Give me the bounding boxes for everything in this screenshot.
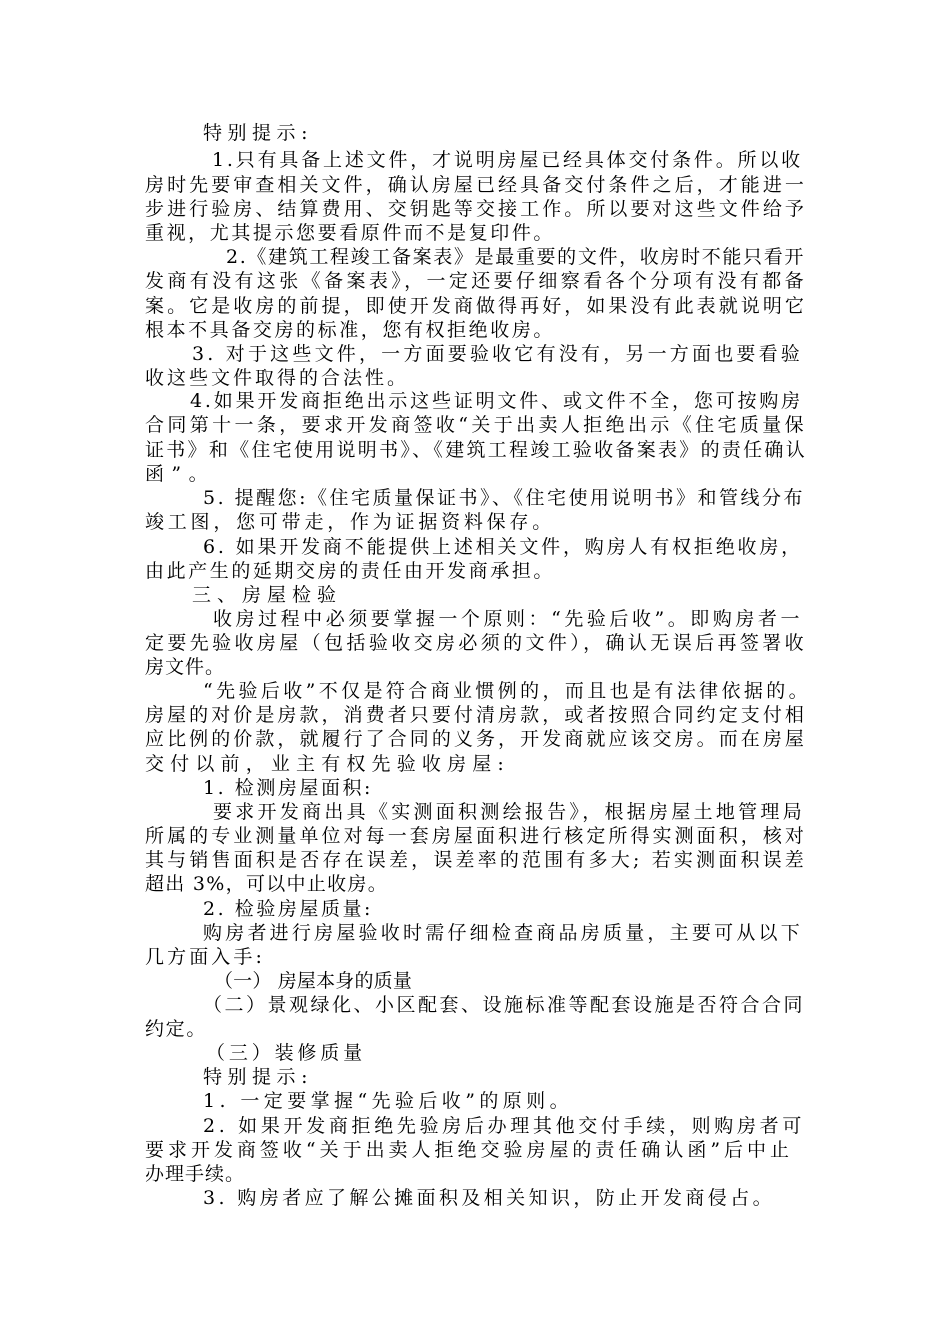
text-line: 合同第十一条，要求开发商签收“关于出卖人拒绝出示《住宅质量保 (145, 414, 807, 436)
text-line: 特别提示: (203, 1066, 313, 1088)
text-line: 竣工图，您可带走，作为证据资料保存。 (145, 511, 555, 533)
text-line: 房时先要审查相关文件，确认房屋已经具备交付条件之后，才能进一 (145, 174, 807, 196)
text-line: 超出 3%，可以中止收房。 (145, 873, 388, 895)
text-line: 要求开发商出具《实测面积测绘报告》，根据房屋土地管理局 (213, 801, 805, 823)
text-line: 收房过程中必须要掌握一个原则：“先验后收”。即购房者一 (213, 608, 803, 630)
text-line: 特别提示: (203, 122, 313, 144)
text-line: “先验后收”不仅是符合商业惯例的，而且也是有法律依据的。 (203, 680, 811, 702)
section-heading: 三、房屋检验 (192, 584, 342, 606)
text-line: 几方面入手: (145, 946, 265, 968)
text-line: 6. 如果开发商不能提供上述相关文件，购房人有权拒绝收房， (203, 536, 803, 558)
text-line: 重视，尤其提示您要看原件而不是复印件。 (145, 222, 555, 244)
text-line: 5. 提醒您:《住宅质量保证书》、《住宅使用说明书》和管线分布 (203, 487, 805, 509)
text-line: 1.只有具备上述文件，才说明房屋已经具体交付条件。所以收 (212, 149, 803, 171)
text-line: 证书》和《住宅使用说明书》、《建筑工程竣工验收备案表》的责任确认 (145, 439, 807, 461)
text-line: 2. 检验房屋质量: (203, 898, 373, 920)
text-line: （一） 房屋本身的质量 (214, 970, 412, 992)
text-line: 要求开发商签收“关于出卖人拒绝交验房屋的责任确认函”后中止 (145, 1139, 793, 1161)
text-line: 定要先验收房屋（包括验收交房必须的文件），确认无误后再签署收 (145, 632, 807, 654)
text-line: （三）装修质量 (206, 1042, 366, 1064)
text-line: 3. 购房者应了解公摊面积及相关知识，防止开发商侵占。 (203, 1187, 775, 1209)
text-line: 4.如果开发商拒绝出示这些证明文件、或文件不全，您可按购房 (190, 390, 803, 412)
text-line: 交付以前，业主有权先验收房屋: (145, 753, 510, 775)
text-line: 函”。 (145, 463, 215, 485)
text-line: 2. 如果开发商拒绝先验房后办理其他交付手续，则购房者可 (203, 1115, 805, 1137)
text-line: 1. 一定要掌握“先验后收”的原则。 (203, 1090, 573, 1112)
text-line: 办理手续。 (145, 1163, 245, 1185)
text-line: 应比例的价款，就履行了合同的义务，开发商就应该交房。而在房屋 (145, 728, 807, 750)
text-line: 根本不具备交房的标准，您有权拒绝收房。 (145, 319, 555, 341)
text-line: 步进行验房、结算费用、交钥匙等交接工作。所以要对这些文件给予 (145, 198, 807, 220)
text-line: 约定。 (145, 1018, 207, 1040)
text-line: 3. 对于这些文件，一方面要验收它有没有，另一方面也要看验 (192, 343, 803, 365)
text-line: 房文件。 (145, 656, 225, 678)
text-line: 2.《建筑工程竣工备案表》是最重要的文件，收房时不能只看开 (226, 246, 805, 268)
text-line: 其与销售面积是否存在误差，误差率的范围有多大; 若实测面积误差 (145, 849, 807, 871)
text-line: 1. 检测房屋面积: (203, 777, 373, 799)
text-line: 发商有没有这张《备案表》，一定还要仔细察看各个分项有没有都备 (145, 270, 807, 292)
text-line: 收这些文件取得的合法性。 (145, 367, 409, 389)
text-line: 案。它是收房的前提，即使开发商做得再好，如果没有此表就说明它 (145, 295, 807, 317)
text-line: 房屋的对价是房款，消费者只要付清房款，或者按照合同约定支付相 (145, 704, 807, 726)
text-line: 由此产生的延期交房的责任由开发商承担。 (145, 560, 555, 582)
text-line: （二）景观绿化、小区配套、设施标准等配套设施是否符合合同 (203, 994, 805, 1016)
text-line: 所属的专业测量单位对每一套房屋面积进行核定所得实测面积，核对 (145, 825, 807, 847)
text-line: 购房者进行房屋验收时需仔细检查商品房质量，主要可从以下 (203, 922, 803, 944)
